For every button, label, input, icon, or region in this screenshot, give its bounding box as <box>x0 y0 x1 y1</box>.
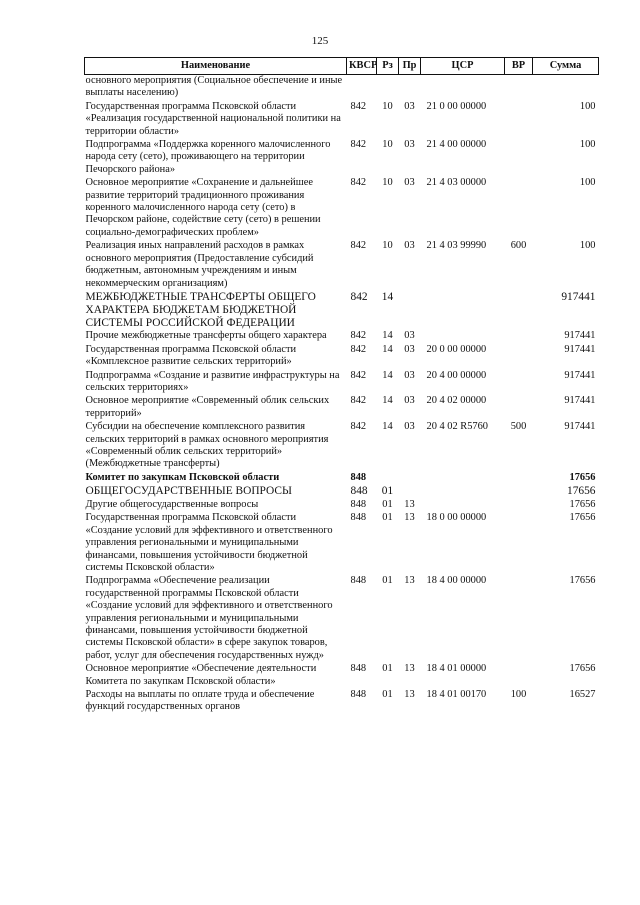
cell-vr <box>505 663 533 689</box>
cell-sum: 100 <box>579 240 596 252</box>
table-row <box>85 472 599 485</box>
cell-csr: 20 4 02 R5760 <box>426 421 488 433</box>
cell-csr: 20 4 02 00000 <box>426 395 487 407</box>
table-row <box>85 421 599 472</box>
cell-name: основного мероприятия (Социальное обеспечение и иные выплаты населению) <box>85 75 343 99</box>
cell-rz: 01 <box>382 663 393 675</box>
cell-name: Реализация иных направлений расходов в рамках основного мероприятия (Предоставление субсидий бюджетным, автономным учреждениям и иным некоммерческим организациям) <box>85 240 314 289</box>
table-row <box>85 139 599 177</box>
cell-kvsr: 848 <box>350 689 367 701</box>
cell-sum: 17656 <box>567 485 596 498</box>
cell-rz: 01 <box>382 512 393 524</box>
page-number: 125 <box>311 35 329 47</box>
cell-sum: 16527 <box>569 689 596 701</box>
cell-vr <box>505 344 533 370</box>
cell-rz: 01 <box>382 575 393 587</box>
cell-name: ОБЩЕГОСУДАРСТВЕННЫЕ ВОПРОСЫ <box>85 485 292 498</box>
cell-pr <box>399 472 421 485</box>
budget-table-wrapper <box>84 57 599 715</box>
cell-rz: 14 <box>382 330 393 342</box>
cell-rz: 14 <box>382 369 393 381</box>
cell-pr <box>399 75 421 101</box>
cell-vr <box>505 370 533 396</box>
cell-kvsr: 848 <box>350 512 367 524</box>
table-row <box>85 240 599 291</box>
cell-pr: 03 <box>404 100 415 112</box>
cell-rz: 01 <box>381 485 394 498</box>
cell-sum: 917441 <box>564 421 596 433</box>
table-header <box>85 58 599 75</box>
cell-kvsr: 842 <box>350 139 367 151</box>
cell-vr <box>505 177 533 240</box>
cell-kvsr: 842 <box>350 100 367 112</box>
table-row <box>85 395 599 421</box>
cell-csr <box>421 472 505 485</box>
cell-vr <box>505 395 533 421</box>
budget-table <box>84 57 599 715</box>
cell-sum: 100 <box>579 139 596 151</box>
cell-rz: 14 <box>382 343 393 355</box>
cell-kvsr: 848 <box>350 498 367 510</box>
cell-vr: 100 <box>510 689 527 701</box>
cell-pr: 03 <box>404 421 415 433</box>
cell-kvsr: 842 <box>350 343 367 355</box>
cell-rz: 10 <box>382 177 393 189</box>
cell-pr <box>399 485 421 499</box>
cell-kvsr <box>347 75 377 101</box>
table-row <box>85 75 599 101</box>
cell-rz: 14 <box>382 421 393 433</box>
cell-vr <box>505 575 533 663</box>
cell-sum: 100 <box>579 100 596 112</box>
cell-pr: 03 <box>404 240 415 252</box>
cell-csr <box>421 499 505 512</box>
cell-rz: 14 <box>381 290 394 303</box>
cell-pr: 03 <box>404 177 415 189</box>
table-row <box>85 512 599 575</box>
cell-sum: 917441 <box>564 343 596 355</box>
header-kvsr: КВСР <box>347 58 377 75</box>
cell-sum: 917441 <box>564 330 596 342</box>
table-row <box>85 663 599 689</box>
cell-csr <box>421 75 505 101</box>
cell-csr: 20 0 00 00000 <box>426 343 487 355</box>
cell-csr: 18 4 01 00000 <box>426 663 487 675</box>
cell-csr: 18 4 01 00170 <box>426 689 487 701</box>
table-row <box>85 330 599 343</box>
cell-name: Государственная программа Псковской области «Создание условий для эффективного и ответственного управления региональными и муниципальными финансами, повышения устойчивости бюджетной системы Псковской области» <box>85 512 333 573</box>
cell-rz: 10 <box>382 139 393 151</box>
cell-csr: 21 0 00 00000 <box>426 100 487 112</box>
cell-vr <box>505 472 533 485</box>
cell-pr: 03 <box>404 369 415 381</box>
cell-sum: 17656 <box>569 575 596 587</box>
cell-sum: 17656 <box>569 471 596 483</box>
cell-rz: 01 <box>382 498 393 510</box>
table-row <box>85 344 599 370</box>
cell-pr: 03 <box>404 139 415 151</box>
table-row <box>85 370 599 396</box>
cell-csr <box>421 291 505 330</box>
cell-kvsr: 848 <box>350 471 367 483</box>
cell-kvsr: 842 <box>350 330 367 342</box>
cell-pr <box>399 291 421 330</box>
cell-kvsr: 842 <box>350 290 368 303</box>
cell-sum: 17656 <box>569 663 596 675</box>
cell-csr: 21 4 00 00000 <box>426 139 487 151</box>
cell-pr: 03 <box>404 343 415 355</box>
header-row <box>85 58 599 75</box>
cell-name: Подпрограмма «Обеспечение реализации государственной программы Псковской области «Создание условий для эффективного и ответственного управления региональными и муниципальными финансами, повышения устойчивости бюджетной системы Псковской области» в сфере закупок товаров, работ, услуг для обеспечения государственных нужд» <box>85 575 333 661</box>
cell-name: Государственная программа Псковской области «Реализация государственной национальной политики на территории области» <box>85 100 341 137</box>
cell-sum: 100 <box>579 177 596 189</box>
cell-kvsr: 842 <box>350 177 367 189</box>
cell-name: Подпрограмма «Поддержка коренного малочисленного народа сету (сето), проживающего на территории Печорского района» <box>85 139 331 175</box>
cell-name: Другие общегосударственные вопросы <box>85 498 259 510</box>
cell-vr <box>505 291 533 330</box>
cell-name: Прочие межбюджетные трансферты общего характера <box>85 330 327 342</box>
table-row <box>85 177 599 240</box>
cell-pr: 03 <box>404 330 415 342</box>
cell-rz: 10 <box>382 100 393 112</box>
cell-vr: 600 <box>510 240 527 252</box>
cell-name: МЕЖБЮДЖЕТНЫЕ ТРАНСФЕРТЫ ОБЩЕГО ХАРАКТЕРА БЮДЖЕТАМ БЮДЖЕТНОЙ СИСТЕМЫ РОССИЙСКОЙ ФЕДЕРАЦИИ <box>85 290 316 329</box>
cell-kvsr: 842 <box>350 369 367 381</box>
cell-csr: 21 4 03 00000 <box>426 177 487 189</box>
cell-vr <box>505 499 533 512</box>
cell-csr: 21 4 03 99990 <box>426 240 487 252</box>
cell-pr: 13 <box>404 575 415 587</box>
table-row <box>85 499 599 512</box>
cell-vr <box>505 485 533 499</box>
cell-name: Субсидии на обеспечение комплексного развития сельских территорий в рамках основного мероприятия «Современный облик сельских территорий» (Межбюджетные трансферты) <box>85 421 329 470</box>
header-rz: Рз <box>377 58 399 75</box>
cell-csr <box>421 485 505 499</box>
cell-rz: 01 <box>382 689 393 701</box>
header-csr: ЦСР <box>421 58 505 75</box>
cell-kvsr: 842 <box>350 421 367 433</box>
cell-sum: 17656 <box>569 512 596 524</box>
cell-sum: 917441 <box>561 290 596 303</box>
cell-sum: 917441 <box>564 369 596 381</box>
cell-kvsr: 848 <box>350 575 367 587</box>
table-row <box>85 689 599 715</box>
header-sum: Сумма <box>533 58 599 75</box>
cell-kvsr: 842 <box>350 240 367 252</box>
cell-kvsr: 842 <box>350 395 367 407</box>
table-row <box>85 485 599 499</box>
cell-name: Государственная программа Псковской области «Комплексное развитие сельских территорий» <box>85 343 297 368</box>
cell-rz: 10 <box>382 240 393 252</box>
cell-csr: 18 0 00 00000 <box>426 512 487 524</box>
cell-vr <box>505 101 533 139</box>
cell-vr <box>505 75 533 101</box>
cell-name: Основное мероприятие «Обеспечение деятельности Комитета по закупкам Псковской области» <box>85 663 317 687</box>
cell-sum <box>533 75 599 101</box>
cell-vr <box>505 512 533 575</box>
cell-pr: 13 <box>404 512 415 524</box>
cell-csr: 20 4 00 00000 <box>426 369 487 381</box>
cell-kvsr: 848 <box>350 485 368 498</box>
cell-kvsr: 848 <box>350 663 367 675</box>
table-row <box>85 101 599 139</box>
cell-name: Расходы на выплаты по оплате труда и обеспечение функций государственных органов <box>85 689 315 713</box>
cell-pr: 13 <box>404 498 415 510</box>
header-name: Наименование <box>85 58 347 75</box>
cell-rz <box>377 472 399 485</box>
cell-vr <box>505 139 533 177</box>
cell-csr: 18 4 00 00000 <box>426 575 487 587</box>
cell-sum: 17656 <box>569 498 596 510</box>
cell-pr: 03 <box>404 395 415 407</box>
table-body <box>85 75 599 715</box>
cell-name: Комитет по закупкам Псковской области <box>85 471 280 483</box>
cell-vr: 500 <box>510 421 527 433</box>
cell-pr: 13 <box>404 689 415 701</box>
cell-name: Основное мероприятие «Современный облик сельских территорий» <box>85 395 330 419</box>
header-vr: ВР <box>505 58 533 75</box>
cell-vr <box>505 330 533 343</box>
cell-name: Подпрограмма «Создание и развитие инфраструктуры на сельских территориях» <box>85 369 340 393</box>
table-row <box>85 575 599 663</box>
cell-rz <box>377 75 399 101</box>
cell-rz: 14 <box>382 395 393 407</box>
cell-name: Основное мероприятие «Сохранение и дальнейшее развитие территорий традиционного проживания коренного малочисленного народа сету (сето) в Печорском районе, содействие сету (сето) в решении социально-демографических проблем» <box>85 177 321 238</box>
cell-csr <box>421 330 505 343</box>
cell-sum: 917441 <box>564 395 596 407</box>
cell-pr: 13 <box>404 663 415 675</box>
header-pr: Пр <box>399 58 421 75</box>
table-row <box>85 291 599 330</box>
